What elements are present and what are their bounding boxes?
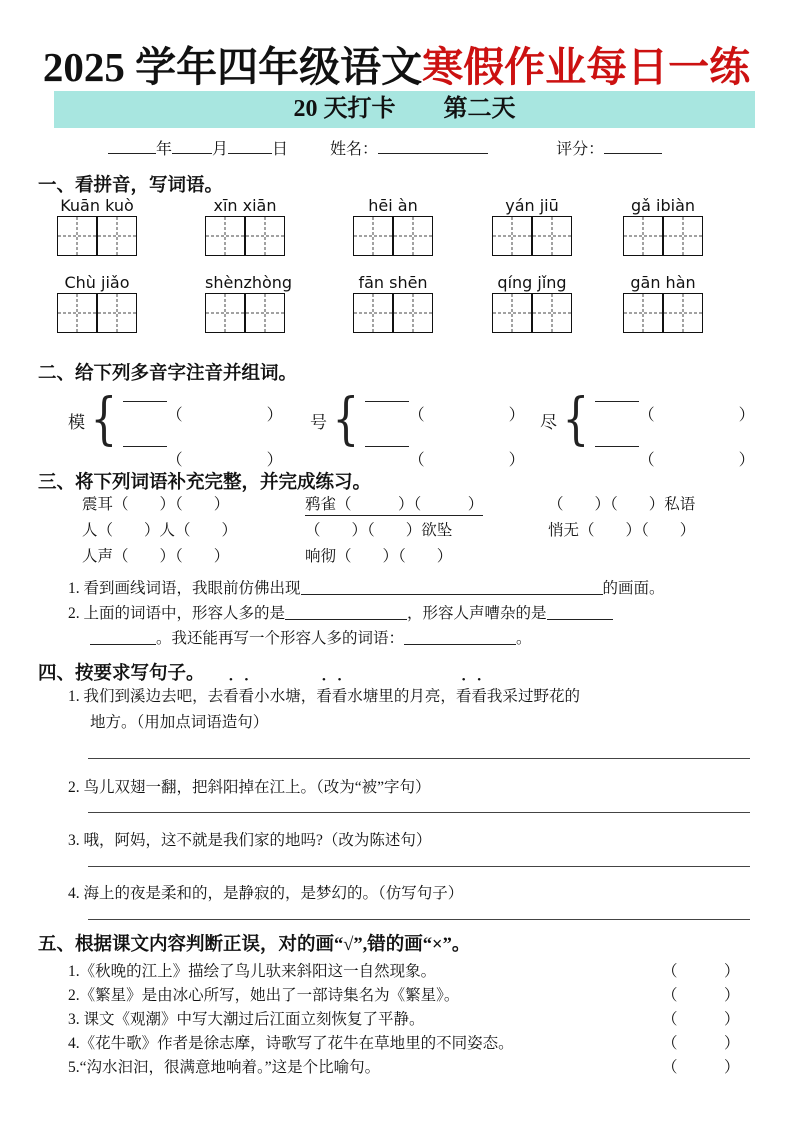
pinyin-blank[interactable]: [365, 388, 409, 402]
tianzige-cell[interactable]: [623, 216, 663, 256]
section5-statement-2: 2.《繁星》是由冰心所写，她出了一部诗集名为《繁星》。: [68, 987, 460, 1004]
pinyin-r1-pinyin-1: Kuān kuò: [60, 196, 134, 215]
day-blank[interactable]: [228, 138, 272, 154]
polyphone-answer-row: [365, 433, 525, 469]
section5-answer-box-3[interactable]: （ ）: [662, 1011, 740, 1028]
s3-q2-text-c: 。我还能再写一个形容人多的词语：: [156, 630, 405, 647]
month-blank[interactable]: [172, 138, 212, 154]
right-paren: ）: [508, 452, 525, 469]
score-label: 评分：: [556, 141, 605, 158]
pinyin-blank[interactable]: [595, 433, 639, 447]
pinyin-r1-grid-3[interactable]: [353, 216, 433, 256]
pinyin-r1-grid-5[interactable]: [623, 216, 703, 256]
year-label: 年: [156, 141, 173, 158]
month-label: 月: [212, 141, 229, 158]
info-line: [0, 136, 793, 159]
tianzige-cell[interactable]: [663, 216, 703, 256]
section4-sentence-2: 地方。（用加点词语造句）: [90, 714, 269, 731]
left-paren: （: [638, 452, 655, 469]
tianzige-cell[interactable]: [245, 293, 285, 333]
section1-heading: 一、看拼音，写词语。: [38, 176, 224, 196]
idiom-blank-5[interactable]: （ ）（ ）欲坠: [305, 522, 453, 539]
section5-statement-1: 1.《秋晚的江上》描绘了鸟儿驮来斜阳这一自然现象。: [68, 963, 437, 980]
polyphone-answer-row: [365, 388, 525, 424]
name-blank[interactable]: [378, 138, 488, 154]
s3-q1-text-a: 1. 看到画线词语，我眼前仿佛出现: [68, 580, 301, 597]
section3-heading: 三、将下列词语补充完整，并完成练习。: [38, 473, 372, 493]
pinyin-blank[interactable]: [595, 388, 639, 402]
banner-text: 20 天打卡 第二天: [293, 96, 516, 122]
section3-question-2-line2: [90, 626, 532, 648]
pinyin-r1-grid-4[interactable]: [492, 216, 572, 256]
section3-question-2-line1: [68, 601, 613, 623]
s3-q2-text-b: ，形容人声嘈杂的是: [407, 605, 547, 622]
right-paren: ）: [266, 452, 283, 469]
polyphone-char-3: 尽: [540, 412, 557, 432]
curly-brace-icon: {: [332, 386, 360, 452]
page-title-red: 寒假作业每日一练: [422, 44, 751, 90]
section4-sentence-4: 3. 哦，阿妈，这不就是我们家的地吗?（改为陈述句）: [68, 832, 432, 849]
pinyin-r1-group-1: [57, 195, 137, 256]
polyphone-char-1: 模: [68, 412, 85, 432]
tianzige-cell[interactable]: [205, 293, 245, 333]
s3-q2-text-a: 2. 上面的词语中，形容人多的是: [68, 605, 286, 622]
section4-sentence-1: 1. 我们到溪边去吧，去看看小水塘，看看水塘里的月亮，看看我采过野花的: [68, 684, 580, 706]
tianzige-cell[interactable]: [57, 216, 97, 256]
name-label: 姓名：: [330, 141, 379, 158]
left-paren: （: [166, 407, 183, 424]
section5-answer-box-1[interactable]: （ ）: [662, 963, 740, 980]
pinyin-r2-pinyin-2: shènzhòng: [205, 273, 293, 292]
polyphone-answer-row: [123, 388, 283, 424]
pinyin-r2-group-3: [353, 272, 433, 333]
section4-answer-rule-2[interactable]: [88, 758, 750, 759]
pinyin-r1-pinyin-2: xīn xiān: [213, 196, 277, 215]
section4-answer-rule-5[interactable]: [88, 919, 750, 920]
curly-brace-icon: {: [562, 386, 590, 452]
tianzige-cell[interactable]: [97, 293, 137, 333]
s3-q1-blank[interactable]: [301, 580, 603, 595]
emphasis-dot-char: 看: [455, 688, 472, 705]
section4-sentence-5: 4. 海上的夜是柔和的，是静寂的，是梦幻的。（仿写句子）: [68, 885, 464, 902]
pinyin-r2-grid-5[interactable]: [623, 293, 703, 333]
tianzige-cell[interactable]: [492, 216, 532, 256]
right-paren: ）: [266, 407, 283, 424]
emphasis-dot-char: 看: [471, 688, 487, 705]
section5-statement-5: 5.“沟水汩汩，很满意地响着。”这是个比喻句。: [68, 1059, 381, 1076]
tianzige-cell[interactable]: [532, 293, 572, 333]
pinyin-r2-pinyin-5: gān hàn: [630, 273, 696, 292]
tianzige-cell[interactable]: [393, 293, 433, 333]
page-title-black: 2025 学年四年级语文: [42, 44, 423, 90]
pinyin-r2-pinyin-1: Chù jiǎo: [64, 273, 130, 292]
pinyin-r1-group-2: [205, 195, 285, 256]
section5-answer-box-2[interactable]: （ ）: [662, 987, 740, 1004]
idiom-blank-4[interactable]: 人（ ）人（ ）: [82, 522, 238, 539]
idiom-blank-6[interactable]: 悄无（ ）（ ）: [548, 522, 696, 539]
left-paren: （: [166, 452, 183, 469]
emphasis-dot-char: 看: [238, 688, 255, 705]
idiom-blank-8[interactable]: 响彻（ ）（ ）: [305, 548, 453, 565]
tianzige-cell[interactable]: [623, 293, 663, 333]
pinyin-r2-grid-4[interactable]: [492, 293, 572, 333]
section2-heading: 二、给下列多音字注音并组词。: [38, 364, 298, 384]
tianzige-cell[interactable]: [353, 293, 393, 333]
emphasis-dot-char: 看: [316, 688, 332, 705]
right-paren: ）: [508, 407, 525, 424]
idiom-blank-2[interactable]: 鸦雀（ ）（ ）: [305, 492, 483, 516]
pinyin-r2-group-2: [205, 272, 293, 333]
pinyin-r1-group-4: [492, 195, 572, 256]
s3-q2-blank-3[interactable]: [404, 630, 516, 645]
pinyin-blank[interactable]: [365, 433, 409, 447]
pinyin-r1-grid-2[interactable]: [205, 216, 285, 256]
tianzige-cell[interactable]: [663, 293, 703, 333]
tianzige-cell[interactable]: [353, 216, 393, 256]
s3-q2-text-d: 。: [516, 630, 532, 647]
pinyin-r2-grid-1[interactable]: [57, 293, 137, 333]
left-paren: （: [638, 407, 655, 424]
pinyin-r2-group-1: [57, 272, 137, 333]
right-paren: ）: [738, 452, 755, 469]
pinyin-r1-pinyin-4: yán jiū: [505, 196, 559, 215]
section5-statement-3: 3. 课文《观潮》中写大潮过后江面立刻恢复了平静。: [68, 1011, 425, 1028]
section4-answer-rule-3[interactable]: [88, 812, 750, 813]
section3-question-1: [68, 576, 665, 598]
tianzige-cell[interactable]: [532, 216, 572, 256]
pinyin-r2-group-4: [492, 272, 572, 333]
pinyin-blank[interactable]: [123, 388, 167, 402]
pinyin-r2-grid-3[interactable]: [353, 293, 433, 333]
pinyin-r2-group-5: [623, 272, 703, 333]
pinyin-r1-group-5: [623, 195, 703, 256]
page-title: [0, 34, 793, 93]
section5-heading: 五、根据课文内容判断正误，对的画“√”,错的画“×”。: [38, 935, 471, 955]
score-blank[interactable]: [604, 138, 662, 154]
curly-brace-icon: {: [90, 386, 118, 452]
tianzige-cell[interactable]: [205, 216, 245, 256]
idiom-blank-3[interactable]: （ ）（ ）私语: [548, 496, 696, 513]
tianzige-cell[interactable]: [57, 293, 97, 333]
pinyin-r2-pinyin-4: qíng jǐng: [497, 273, 567, 292]
section5-answer-box-4[interactable]: （ ）: [662, 1035, 740, 1052]
pinyin-r1-pinyin-3: hēi àn: [368, 196, 418, 215]
polyphone-char-2: 号: [310, 412, 327, 432]
section5-statement-4: 4.《花牛歌》作者是徐志摩，诗歌写了花牛在草地里的不同姿态。: [68, 1035, 514, 1052]
pinyin-r1-grid-1[interactable]: [57, 216, 137, 256]
tianzige-cell[interactable]: [245, 216, 285, 256]
section4-heading: 四、按要求写句子。: [38, 664, 205, 684]
day-label: 日: [272, 141, 289, 158]
polyphone-entry-3: [540, 386, 755, 469]
section5-answer-box-5[interactable]: （ ）: [662, 1059, 740, 1076]
emphasis-dot-char: 看: [331, 688, 348, 705]
pinyin-r2-grid-2[interactable]: [205, 293, 285, 333]
polyphone-answer-row: [595, 433, 755, 469]
polyphone-entry-1: [68, 386, 283, 469]
left-paren: （: [408, 452, 425, 469]
pinyin-r2-pinyin-3: fān shēn: [358, 273, 428, 292]
tianzige-cell[interactable]: [393, 216, 433, 256]
s3-q2-blank-2a[interactable]: [547, 605, 613, 620]
idiom-blank-7[interactable]: 人声（ ）（ ）: [82, 548, 230, 565]
section4-answer-rule-4[interactable]: [88, 866, 750, 867]
section4-sentence-3: 2. 鸟儿双翅一翻，把斜阳掉在江上。（改为“被”字句）: [68, 779, 431, 796]
tianzige-cell[interactable]: [492, 293, 532, 333]
year-blank[interactable]: [108, 138, 156, 154]
pinyin-r1-pinyin-5: gǎ ibiàn: [630, 196, 696, 215]
s3-q1-text-b: 的画面。: [602, 580, 665, 597]
idiom-blank-1[interactable]: 震耳（ ）（ ）: [82, 496, 230, 513]
s3-q2-blank-2b[interactable]: [90, 630, 156, 645]
polyphone-entry-2: [310, 386, 525, 469]
s3-q2-blank-1[interactable]: [285, 605, 407, 620]
right-paren: ）: [738, 407, 755, 424]
polyphone-answer-row: [123, 433, 283, 469]
pinyin-blank[interactable]: [123, 433, 167, 447]
polyphone-answer-row: [595, 388, 755, 424]
tianzige-cell[interactable]: [97, 216, 137, 256]
left-paren: （: [408, 407, 425, 424]
emphasis-dot-char: 看: [223, 688, 239, 705]
pinyin-r1-group-3: [353, 195, 433, 256]
